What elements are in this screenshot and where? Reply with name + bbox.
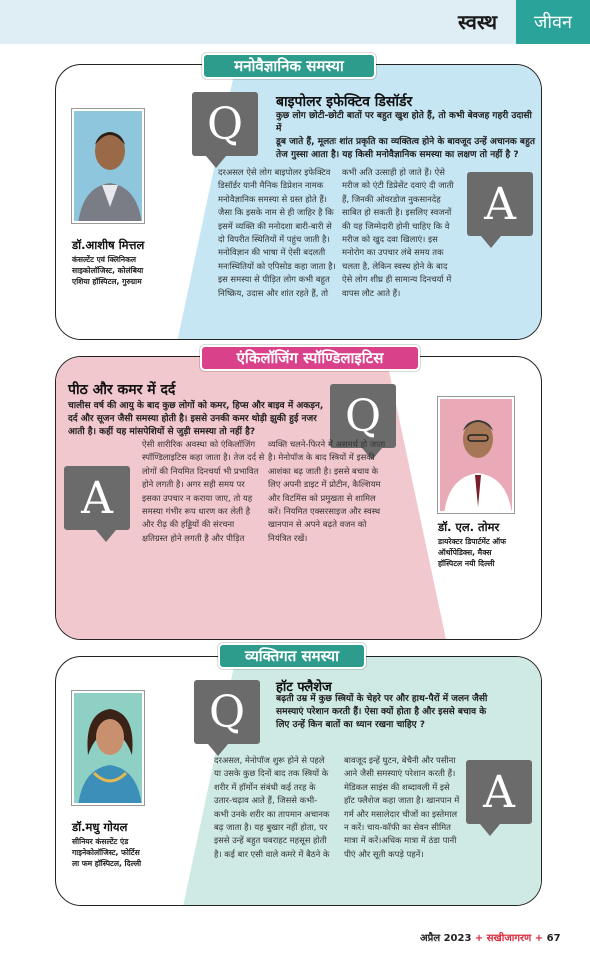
answer-column-1: दरअसल ऐसे लोग बाइपोलर इफेक्टिव डिसॉर्डर यानी मैनिक डिप्रेशन नामक मनोवैज्ञानिक समस्या से ग्रस्त होते हैं। जैसा कि इसके नाम से ही जाहिर है कि इसमें व्यक्ति की मनोदशा बारी-बारी से दो विपरीत स्थितियों में पहुंच जाती है। मनोविज्ञान की भाषा में ऐसी बदलती मनःस्थितियों को एपिसोड कहा जाता है। इस समस्या से पीड़ित लोग कभी बहुत निष्क्रिय, उदास और शांत रहते हैं, तो [218, 167, 336, 298]
doctor-portrait-icon [440, 399, 514, 513]
question-q-icon: Q [330, 384, 396, 448]
question-title: पीठ और कमर में दर्द [68, 382, 176, 398]
doctor-designation: डायरेक्टर डिपार्टमेंट ऑफ ऑर्थोपेडिक्स, मैक्स हॉस्पिटल नयी दिल्ली [438, 537, 507, 568]
doctor-name: डॉ.मधु गोयल [72, 820, 128, 834]
answer-column-2: कभी अति उत्साही हो जाते हैं। ऐसे मरीज को एंटी डिप्रेसेंट दवाएं दी जाती हैं, जिनकी ओवरडोज नुकसानदेह साबित हो सकती है। इसलिए स्वजनों की यह जिम्मेदारी होनी चाहिए कि वे मरीज को खुद दवा खिलाएं। इस मनोरोग का उपचार लंबे समय तक चलता है, लेकिन स्वस्थ होने के बाद ऐसे लोग शीघ्र ही सामान्य दिनचर्या में वापस लौट आते हैं। [342, 167, 454, 298]
question-text: चालीस वर्ष की आयु के बाद कुछ लोगों को कमर, हिप्स और बाइव में अकड़न, दर्द और सूजन जैसी समस्या होती है। इससे उनकी कमर थोड़ी झुकी हुई नजर आती है। कहीं यह मांसपेशियों से जुड़ी समस्या तो नहीं है? [68, 401, 324, 437]
doctor-designation: सीनियर कंसल्टेंट एंड गाइनेकोलॉजिस्ट, फोर्टिस ला फम हॉस्पिटल, दिल्ली [72, 837, 142, 868]
footer-month: अप्रैल 2023 [420, 933, 472, 944]
doctor-portrait-icon [74, 693, 144, 805]
answer-column-1: ऐसी शारीरिक अवस्था को एंकिलॉजिंग स्पॉण्डिलाइटिस कहा जाता है। तेज दर्द से लोगों की नियमित दिनचर्या भी प्रभावित होने लगती है। अगर सही समय पर इसका उपचार न कराया जाए, तो यह समस्या गंभीर रूप धारण कर लेती है और रीढ़ की हड्डियों की संरचना क्षतिग्रस्त होने लगती है और पीड़ित [142, 439, 265, 543]
footer-separator: + [534, 933, 544, 944]
doctor-photo [438, 397, 514, 513]
page-footer [420, 930, 561, 944]
answer-column-2: व्यक्ति चलने-फिरने में असमर्थ हो जाता है। मेनोपॉज के बाद स्त्रियों में इसकी आशंका बढ़ जाती है। इससे बचाव के लिए अपनी डाइट में प्रोटीन, कैल्शियम और विटमिंस को प्रमुखता से शामिल करें। नियमित एक्सरसाइज और स्वस्थ खानपान से अपने बढ़ते वजन को नियंत्रित रखें। [268, 439, 386, 543]
page-number: 67 [546, 933, 561, 944]
question-q-icon: Q [192, 92, 258, 156]
footer-separator: + [474, 933, 484, 944]
section-title: स्वस्थ [458, 10, 498, 34]
doctor-photo [72, 691, 144, 805]
question-text: कुछ लोग छोटी-छोटी बातों पर बहुत खुश होते हैं, तो कभी बेवजह गहरी उदासी में डूब जाते हैं, मूलतः शांत प्रकृति का व्यक्तित्व होने के बावजूद उन्हें अचानक बहुत तेज गुस्सा आता है। यह किसी मनोवैज्ञानिक समस्या का लक्षण तो नहीं है ? [276, 111, 535, 160]
question-title: हॉट फ्लैशेज [276, 680, 332, 695]
section-banner: व्यक्तिगत समस्या [218, 643, 366, 669]
answer-column-2: बावजूद इन्हें घुटन, बेचैनी और पसीना आने जैसी समस्याएं परेशान करती हैं। मेडिकल साइंस की शब्दावली में इसे हॉट फ्लैशेज कहा जाता है। खानपान में गर्म और मसालेदार चीजों का इस्तेमाल न करें। चाय-कॉफी का सेवन सीमित मात्रा में करें।अधिक मात्रा में ठंडा पानी पीएं और सूती कपड़े पहनें। [344, 755, 460, 859]
question-q-icon: Q [194, 680, 260, 744]
doctor-designation: कंसल्टेंट एवं क्लिनिकल साइकोलॉजिस्ट, कोलंबिया एशिया हॉस्पिटल, गुरुग्राम [72, 255, 144, 286]
section-banner: एंकिलॉजिंग स्पॉण्डिलाइटिस [200, 345, 420, 371]
header-band [0, 0, 590, 44]
doctor-name: डॉ.आशीष मित्तल [72, 238, 145, 252]
answer-a-icon: A [466, 760, 532, 824]
question-text: बढ़ती उम्र में कुछ स्त्रियों के चेहरे पर और हाथ-पैरों में जलन जैसी समस्याएं परेशान करती हैं। ऐसा क्यों होता है और इससे बचाव के लिए उन्हें किन बातों का ध्यान रखना चाहिए ? [276, 694, 488, 730]
footer-brand: सखीजागरण [486, 933, 532, 944]
doctor-name: डॉ. एल. तोमर [438, 520, 500, 534]
answer-a-icon: A [467, 172, 533, 236]
doctor-portrait-icon [74, 111, 144, 223]
doctor-photo [72, 109, 144, 223]
question-title: बाइपोलर इफेक्टिव डिसॉर्डर [276, 94, 413, 110]
answer-column-1: दरअसल, मेनोपॉज शुरू होने से पहले या उसके कुछ दिनों बाद तक स्त्रियों के शरीर में हॉर्मोन संबंधी कई तरह के उतार-चढ़ाव आते हैं, जिससे कभी- कभी उनके शरीर का तापमान अचानक बढ़ जाता है। यह बुखार नहीं होता, पर इससे उन्हें बहुत घबराहट महसूस होती है। कई बार एसी वाले कमरे में बैठने के [214, 755, 330, 859]
section-banner: मनोवैज्ञानिक समस्या [202, 53, 376, 79]
answer-a-icon: A [64, 466, 130, 530]
section-tab[interactable]: जीवन [516, 0, 590, 44]
